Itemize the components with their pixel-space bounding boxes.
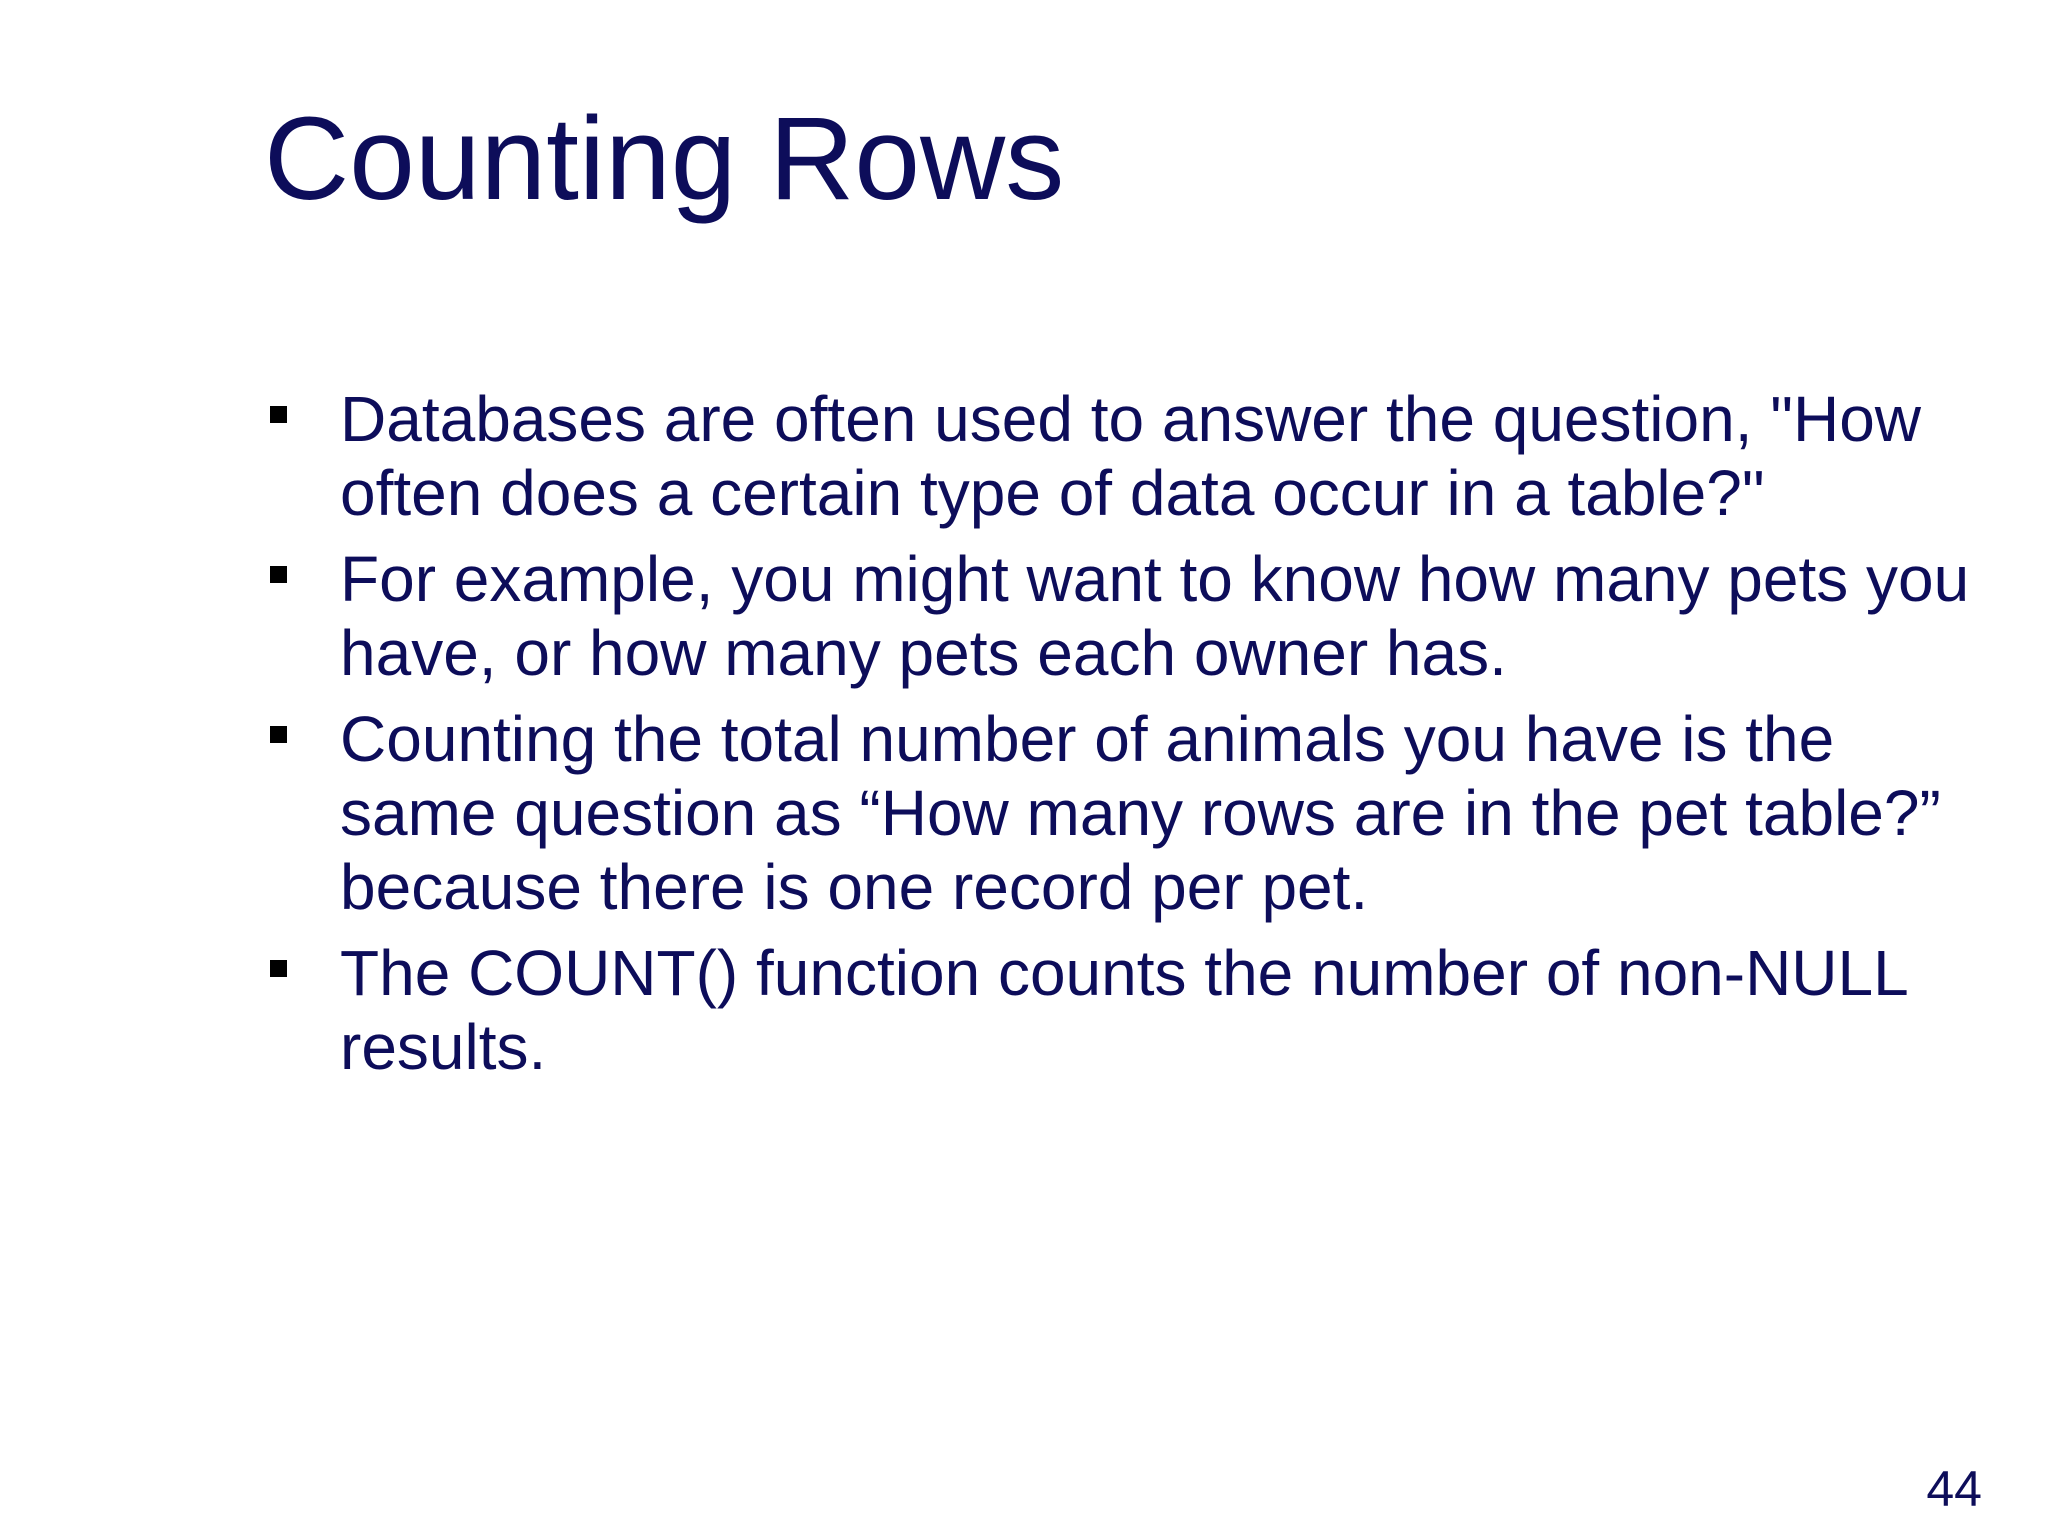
bullet-text: The COUNT() function counts the number of non-NULL results. <box>340 937 1907 1083</box>
bullet-item <box>262 702 2002 924</box>
square-bullet-icon <box>270 726 287 743</box>
square-bullet-icon <box>270 960 287 977</box>
bullet-text: Databases are often used to answer the question, "How often does a certain type of data occur in a table?" <box>340 383 1921 529</box>
square-bullet-icon <box>270 566 287 583</box>
bullet-list <box>262 382 2002 1096</box>
slide-title: Counting Rows <box>264 93 1065 225</box>
bullet-item <box>262 382 2002 530</box>
bullet-text: Counting the total number of animals you have is the same question as “How many rows are in the pet table?” because there is one record per pet. <box>340 703 1941 923</box>
page-number: 44 <box>1926 1461 1982 1517</box>
bullet-item <box>262 936 2002 1084</box>
bullet-item <box>262 542 2002 690</box>
square-bullet-icon <box>270 406 287 423</box>
bullet-text: For example, you might want to know how many pets you have, or how many pets each owner has. <box>340 543 1970 689</box>
